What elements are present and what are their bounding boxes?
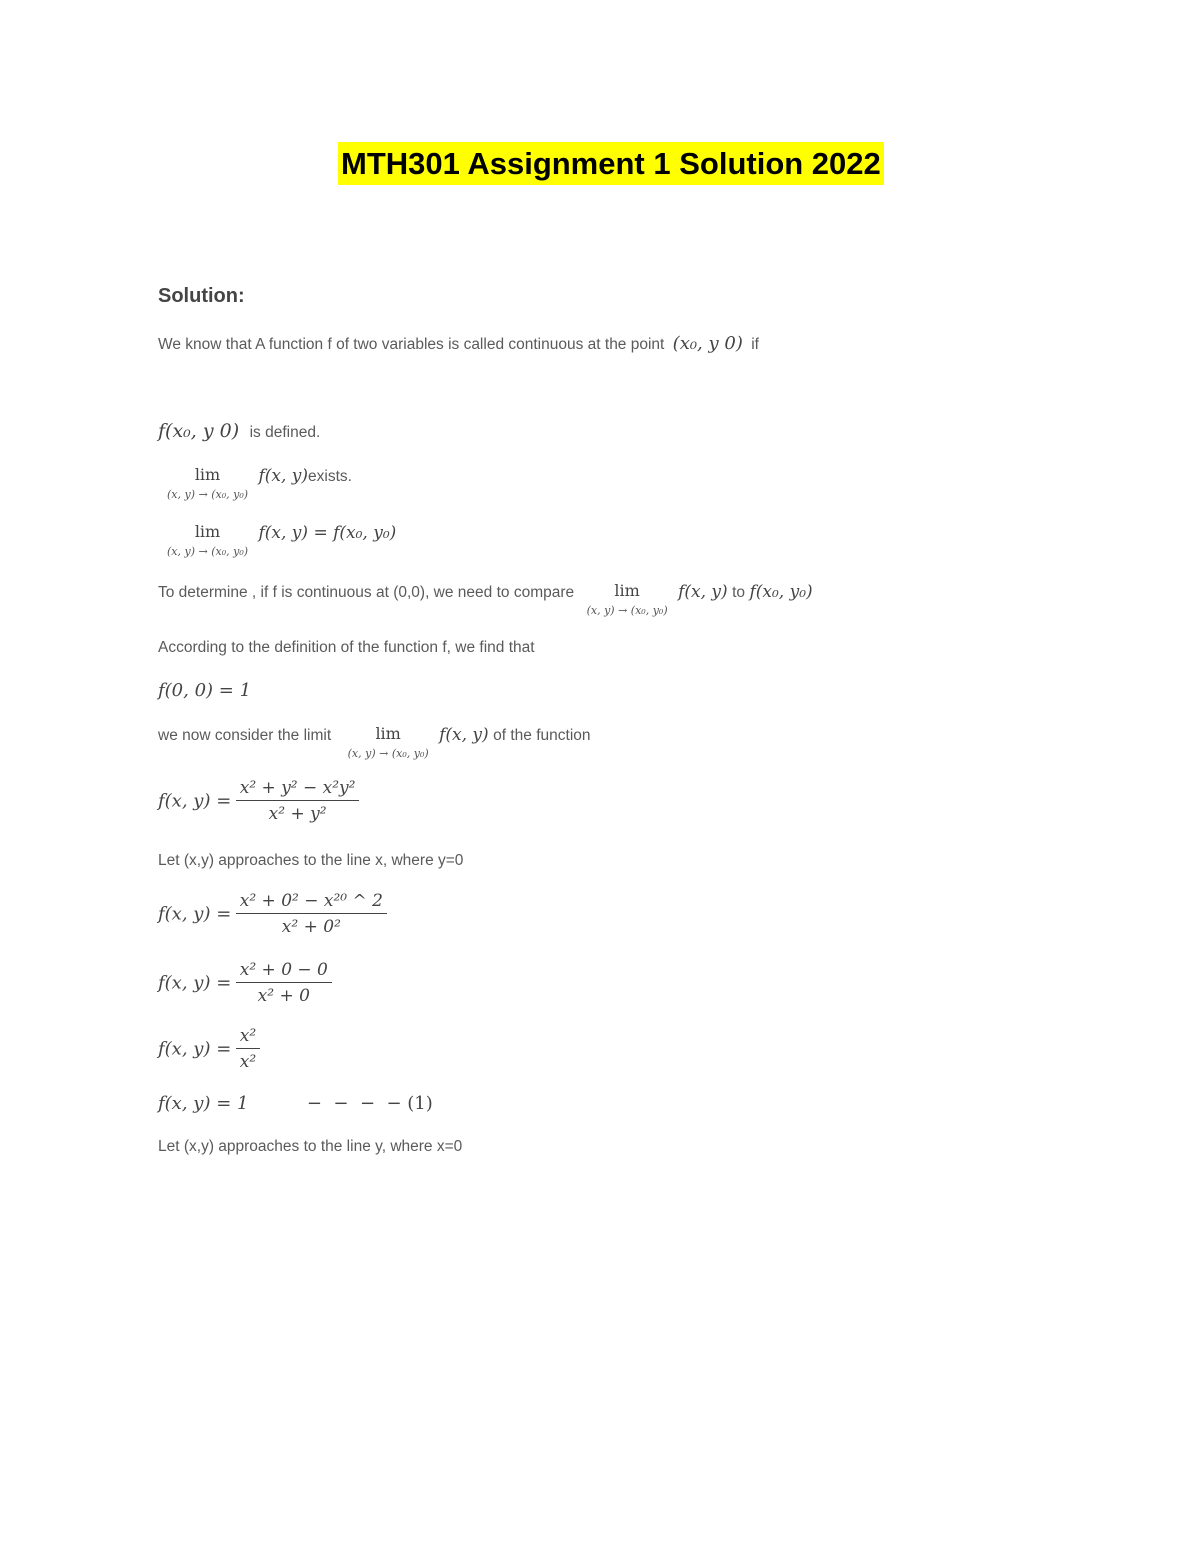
consider-math: f(x, y) bbox=[439, 725, 489, 745]
limit-operator bbox=[587, 582, 668, 619]
fraction bbox=[236, 891, 387, 937]
limit-operator bbox=[348, 725, 429, 762]
equation-main bbox=[158, 778, 359, 824]
condition-text: is defined. bbox=[249, 424, 321, 441]
according-text: According to the definition of the function f, we find that bbox=[158, 639, 535, 656]
condition-math: f(x, y) bbox=[258, 466, 309, 486]
line-x-text: Let (x,y) approaches to the line x, where y=0 bbox=[158, 852, 464, 869]
determine-to: to bbox=[732, 584, 746, 601]
limit-subscript: (x, y) → (x₀, y₀) bbox=[167, 488, 249, 501]
limit-label: lim bbox=[194, 465, 221, 484]
denominator: x² + y² bbox=[236, 800, 360, 824]
denominator: x² + 0 bbox=[236, 982, 332, 1006]
equation-tag: − − − − (1) bbox=[306, 1093, 433, 1114]
limit-label: lim bbox=[375, 724, 401, 743]
equation-step-2 bbox=[158, 960, 332, 1006]
limit-subscript: (x, y) → (x₀, y₀) bbox=[167, 545, 249, 558]
limit-operator bbox=[167, 523, 248, 560]
determine-text: To determine , if f is continuous at (0,0), we need to compare bbox=[158, 584, 575, 601]
limit-subscript: (x, y) → (x₀, y₀) bbox=[586, 604, 668, 617]
determine-math2: f(x₀, y₀) bbox=[749, 582, 813, 602]
determine-math: f(x, y) bbox=[678, 582, 728, 602]
consider-line bbox=[158, 725, 591, 762]
fraction bbox=[236, 778, 360, 824]
numerator: x² bbox=[239, 1026, 257, 1046]
equation-step-1 bbox=[158, 891, 387, 937]
equation-lhs: f(x, y) = bbox=[158, 972, 232, 994]
fraction bbox=[236, 960, 332, 1006]
limit-label: lim bbox=[194, 522, 221, 541]
equation-lhs: f(x, y) = bbox=[158, 790, 232, 812]
equation-lhs: f(x, y) = 1 bbox=[158, 1093, 249, 1114]
solution-heading: Solution: bbox=[158, 285, 245, 307]
condition-equal bbox=[167, 523, 396, 560]
f00-equation: f(0, 0) = 1 bbox=[158, 680, 252, 701]
equation-step-4 bbox=[158, 1093, 433, 1114]
intro-point: (x₀, y 0) bbox=[672, 333, 743, 354]
numerator: x² + 0² − x²⁰ ^ 2 bbox=[239, 891, 383, 911]
determine-line bbox=[158, 582, 813, 619]
denominator: x² bbox=[236, 1048, 260, 1072]
intro-suffix: if bbox=[751, 336, 759, 353]
intro-text: We know that A function f of two variables is called continuous at the point bbox=[158, 336, 665, 353]
numerator: x² + 0 − 0 bbox=[239, 960, 328, 980]
condition-text: exists. bbox=[308, 468, 352, 485]
intro-line bbox=[158, 333, 759, 354]
consider-text: we now consider the limit bbox=[158, 727, 332, 744]
denominator: x² + 0² bbox=[236, 913, 387, 937]
consider-suffix: of the function bbox=[493, 727, 591, 744]
equation-lhs: f(x, y) = bbox=[158, 903, 232, 925]
fraction bbox=[236, 1026, 260, 1072]
condition-math: f(x₀, y 0) bbox=[158, 420, 240, 442]
condition-defined bbox=[158, 420, 320, 442]
line-y-text: Let (x,y) approaches to the line y, where x=0 bbox=[158, 1138, 463, 1155]
limit-label: lim bbox=[614, 581, 640, 600]
condition-exists bbox=[167, 466, 352, 503]
equation-step-3 bbox=[158, 1026, 260, 1072]
equation-lhs: f(x, y) = bbox=[158, 1038, 232, 1060]
page-title: MTH301 Assignment 1 Solution 2022 bbox=[338, 142, 884, 185]
condition-math: f(x, y) = f(x₀, y₀) bbox=[258, 523, 397, 543]
numerator: x² + y² − x²y² bbox=[239, 778, 356, 798]
limit-subscript: (x, y) → (x₀, y₀) bbox=[347, 747, 429, 760]
limit-operator bbox=[167, 466, 248, 503]
